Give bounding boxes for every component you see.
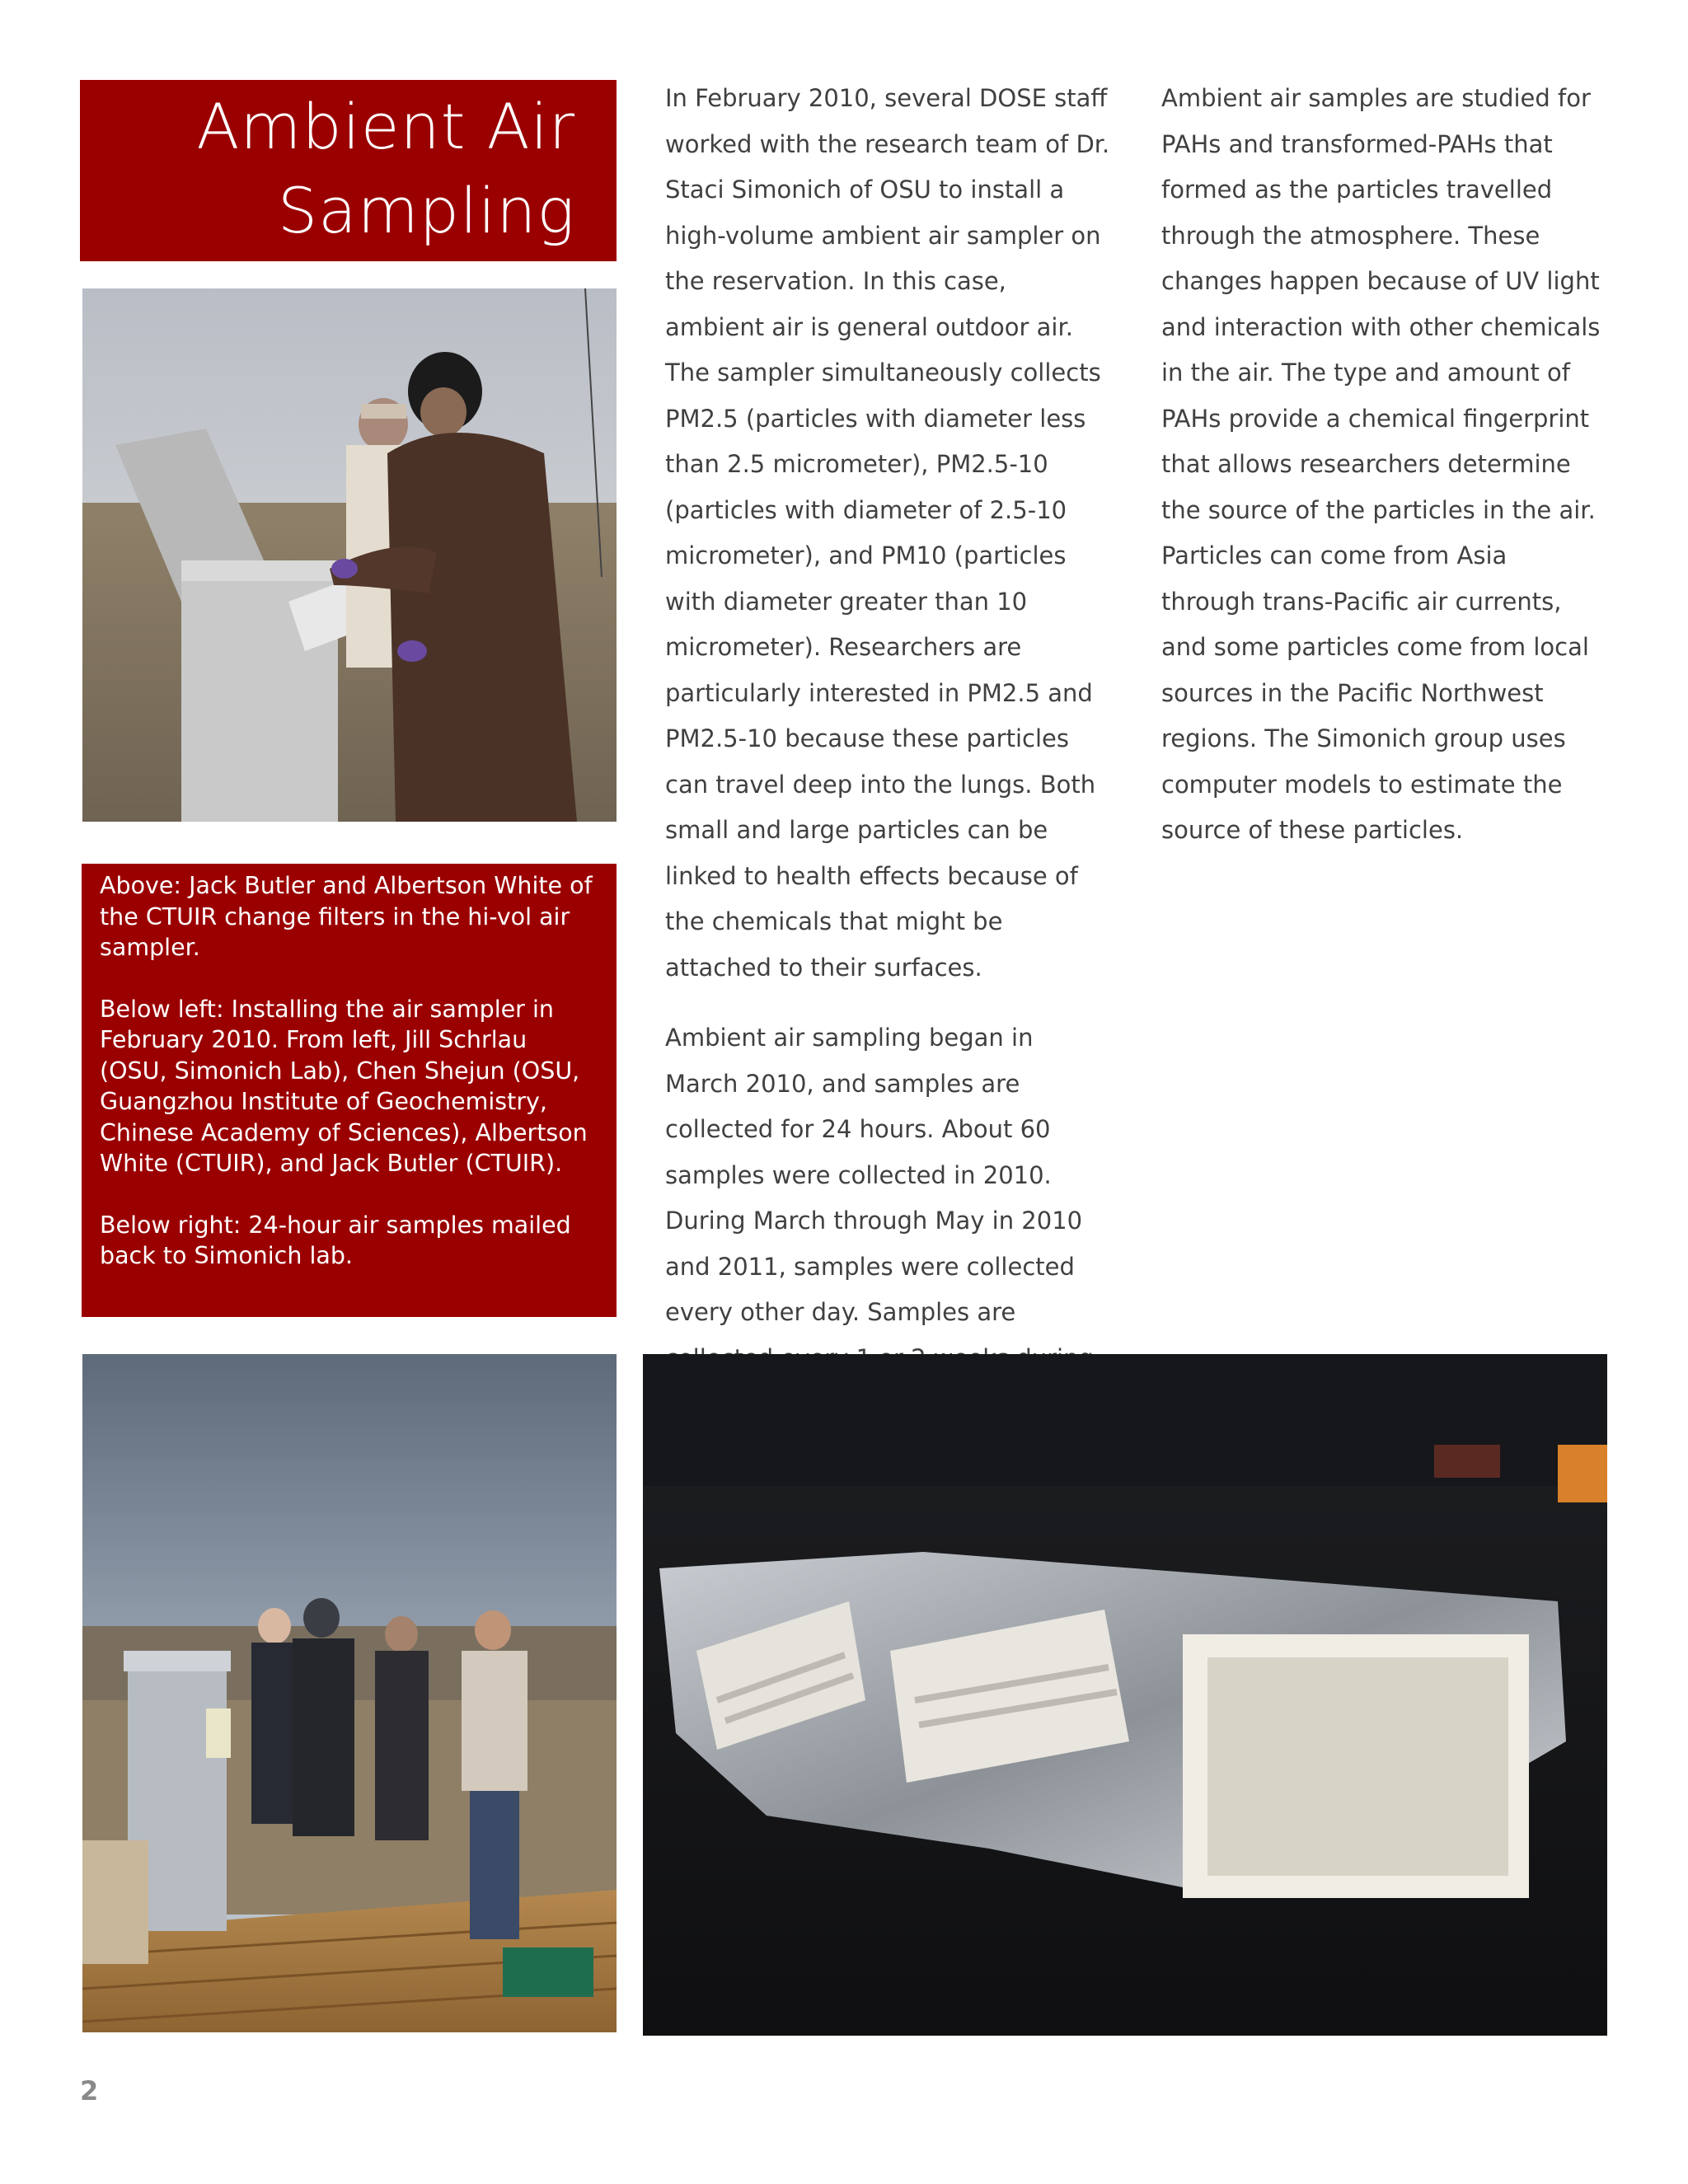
caption-below-right: Below right: 24-hour air samples mailed back to Simonich lab. xyxy=(100,1211,571,1269)
photo-sampler-installation xyxy=(82,1354,617,2032)
photo-air-samples xyxy=(643,1354,1607,2036)
photo-air-samples-image xyxy=(643,1354,1607,2036)
page-title-line-1: Ambient Air xyxy=(196,90,575,163)
photo-caption-box xyxy=(82,864,617,1317)
photo-sampler-installation-image xyxy=(82,1354,617,2032)
caption-below-left: Below left: Installing the air sampler in February 2010. From left, Jill Schrlau (OSU, Simonich Lab), Chen Shejun (OSU, Guangzhou Institute of Geochemistry, Chinese Academy of Sciences), Albertson White (CTUIR), and Jack Butler (CTUIR). xyxy=(100,995,588,1177)
body-paragraph-2: Ambient air sampling began in March 2010, and samples are collected for 24 hours. About 60 samples were collected in 2010. During March through May in 2010 and 2011, samples were collected every other day. Samples are xyxy=(665,1024,1083,1326)
page-title-line-2: Sampling xyxy=(277,174,575,247)
body-paragraph-1: In February 2010, several DOSE staff worked with the research team of Dr. Staci Simonich of OSU to install a high-volume ambient air sampler on the reservation. In this case, ambient air is general outdoor air. The sampler simultaneously collects PM2.5 (particles with diameter less than 2.5 micrometer), PM2.5-10 (particles with diameter of 2.5-10 micrometer), and PM10 (particles with diameter greater than 10 micrometer). Researchers are particularly interested in PM2.5 and PM2.5-10 because these particles can travel deep into the lungs. Both small and large particles can be linked to health effects because of the chemicals that might be attached to their surfaces. xyxy=(665,84,1110,982)
page-number: 2 xyxy=(80,2075,99,2107)
caption-above: Above: Jack Butler and Albertson White of the CTUIR change filters in the hi-vol air sampler. xyxy=(100,872,593,961)
body-column-1 xyxy=(665,76,1110,1452)
photo-filter-change-image xyxy=(82,288,617,822)
page-title-box xyxy=(80,80,617,261)
body-column-2 xyxy=(1161,76,1606,879)
body-paragraph-3: Ambient air samples are studied for PAHs and transformed-PAHs that formed as the particles travelled through the atmosphere. These changes happen because of UV light and interaction with other chemicals in the air. The type and amount of PAHs provide a chemical fingerprint that allows researchers determine the source of the particles in the air. Particles can come from Asia through trans-Pacific air currents, and some particles come from local sources in the Pacific Northwest regions. The Simonich group uses computer models to estimate the source of these particles. xyxy=(1161,84,1601,844)
photo-filter-change xyxy=(82,288,617,822)
